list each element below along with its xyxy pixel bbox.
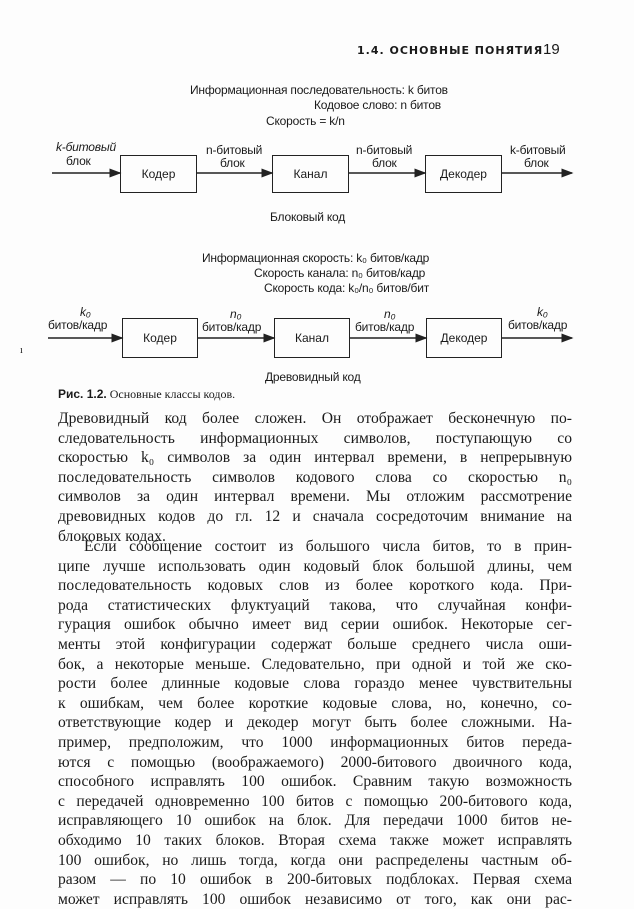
text-line: ются с помощью (воображаемого) 2000-битового двоичного кода,	[58, 753, 572, 771]
tree-input-sublabel: битов/кадр	[48, 318, 108, 332]
block-output-label: k-битовый	[510, 143, 566, 157]
block-codeword-label: Кодовое слово: n битов	[314, 98, 441, 112]
text-line: Древовидный код более сложен. Он отображает бесконечную по-	[58, 410, 572, 427]
text-line: гурация ошибок обычно имеет вид серии ошибок. Некоторые сег-	[58, 616, 572, 634]
text-line: Если сообщение состоит из большого числа битов, то в прин-	[84, 538, 572, 555]
block-rate-label: Скорость = k/n	[266, 114, 345, 128]
tree-output-sublabel: битов/кадр	[508, 318, 568, 332]
figure-caption-number: Рис. 1.2.	[58, 387, 107, 401]
paragraph-long-codes	[58, 537, 572, 909]
text-line: обходимо 10 таких блоков. Вторая схема также может исправлять	[58, 831, 572, 849]
text-line: последовательность кодовых слов из более короткого кода. При-	[58, 577, 572, 595]
block-code-title: Блоковый код	[270, 210, 346, 224]
tree-channel-rate-label: Скорость канала: n₀ битов/кадр	[254, 266, 426, 280]
block-input-label: k-битовый	[56, 140, 116, 154]
block-mid2-sublabel: блок	[372, 156, 397, 170]
block-input-sublabel: блок	[66, 154, 91, 168]
block-mid1-sublabel: блок	[220, 156, 245, 170]
text-line: скоростью k₀ символов за один интервал времени, в непрерывную	[58, 449, 572, 467]
tree-output-label: k₀	[537, 305, 548, 319]
margin-mark: ı	[20, 345, 23, 356]
block-mid2-label: n-битовый	[356, 143, 413, 157]
tree-encoder-label: Кодер	[143, 331, 177, 345]
text-line: бок, а некоторые меньше. Следовательно, при одной и той же ско-	[58, 655, 572, 673]
text-line: последовательность символов кодового слова со скоростью n₀	[58, 468, 572, 486]
tree-mid2-sublabel: битов/кадр	[355, 320, 415, 334]
text-line: символов за один интервал времени. Мы отложим рассмотрение	[58, 488, 572, 506]
tree-channel-label: Канал	[295, 331, 329, 345]
tree-decoder-label: Декодер	[440, 331, 488, 345]
figure-caption-text: Основные классы кодов.	[109, 387, 236, 401]
text-line: способного исправлять 100 ошибок. Сравним такую возможность	[58, 773, 572, 791]
tree-code-title: Древовидный код	[265, 370, 361, 384]
text-line: следовательность информационных символов, поступающую со	[58, 429, 572, 447]
text-line: с передачей одновременно 100 битов с помощью 200-битового кода,	[58, 792, 572, 810]
text-line: пример, предположим, что 1000 информационных битов переда-	[58, 733, 572, 751]
text-line: ответствующие кодер и декодер могут быть более сложными. На-	[58, 714, 572, 732]
text-line: ципе лучше использовать один кодовый блок большой длины, чем	[58, 557, 572, 575]
text-line: 100 ошибок, но лишь тогда, когда они распределены частным об-	[58, 851, 572, 869]
tree-code-rate-label: Скорость кода: k₀/n₀ битов/бит	[264, 281, 429, 295]
block-encoder-label: Кодер	[141, 167, 176, 181]
block-output-sublabel: блок	[524, 156, 549, 170]
running-head: 1.4. ОСНОВНЫЕ ПОНЯТИЯ	[357, 44, 544, 57]
block-info-sequence-label: Информационная последовательность: k битов	[190, 83, 448, 97]
tree-mid2-label: n₀	[384, 307, 396, 321]
paragraph-tree-codes	[58, 409, 572, 546]
text-line: разом — по 10 ошибок в 200-битовых подблоках. Первая схема	[58, 871, 572, 889]
tree-input-label: k₀	[80, 305, 91, 319]
page-number: 19	[543, 41, 560, 58]
tree-info-rate-label: Информационная скорость: k₀ битов/кадр	[202, 251, 430, 265]
text-line: древовидных кодов до гл. 12 и сначала сосредоточим внимание на	[58, 507, 572, 525]
figure-caption	[58, 387, 235, 402]
block-mid1-label: n-битовый	[206, 143, 263, 157]
text-line: менты этой конфигурации содержат больше среднего числа оши-	[58, 635, 572, 653]
tree-mid1-sublabel: битов/кадр	[202, 320, 262, 334]
block-decoder-label: Декодер	[440, 167, 487, 181]
text-line: может исправлять 100 ошибок независимо от того, как они рас-	[58, 890, 572, 908]
text-line: рости более длинные кодовые слова гораздо менее чувствительны	[58, 675, 572, 693]
tree-mid1-label: n₀	[230, 307, 242, 321]
text-line: блоковых кодах.	[58, 527, 166, 545]
text-line: рода статистических флуктуаций такова, что случайная конфи-	[58, 596, 572, 614]
block-channel-label: Канал	[293, 167, 328, 181]
text-line: к ошибкам, чем более короткие кодовые слова, но, конечно, со-	[58, 694, 572, 712]
text-line: исправляющего 10 ошибок на блок. Для передачи 1000 битов не-	[58, 812, 572, 830]
